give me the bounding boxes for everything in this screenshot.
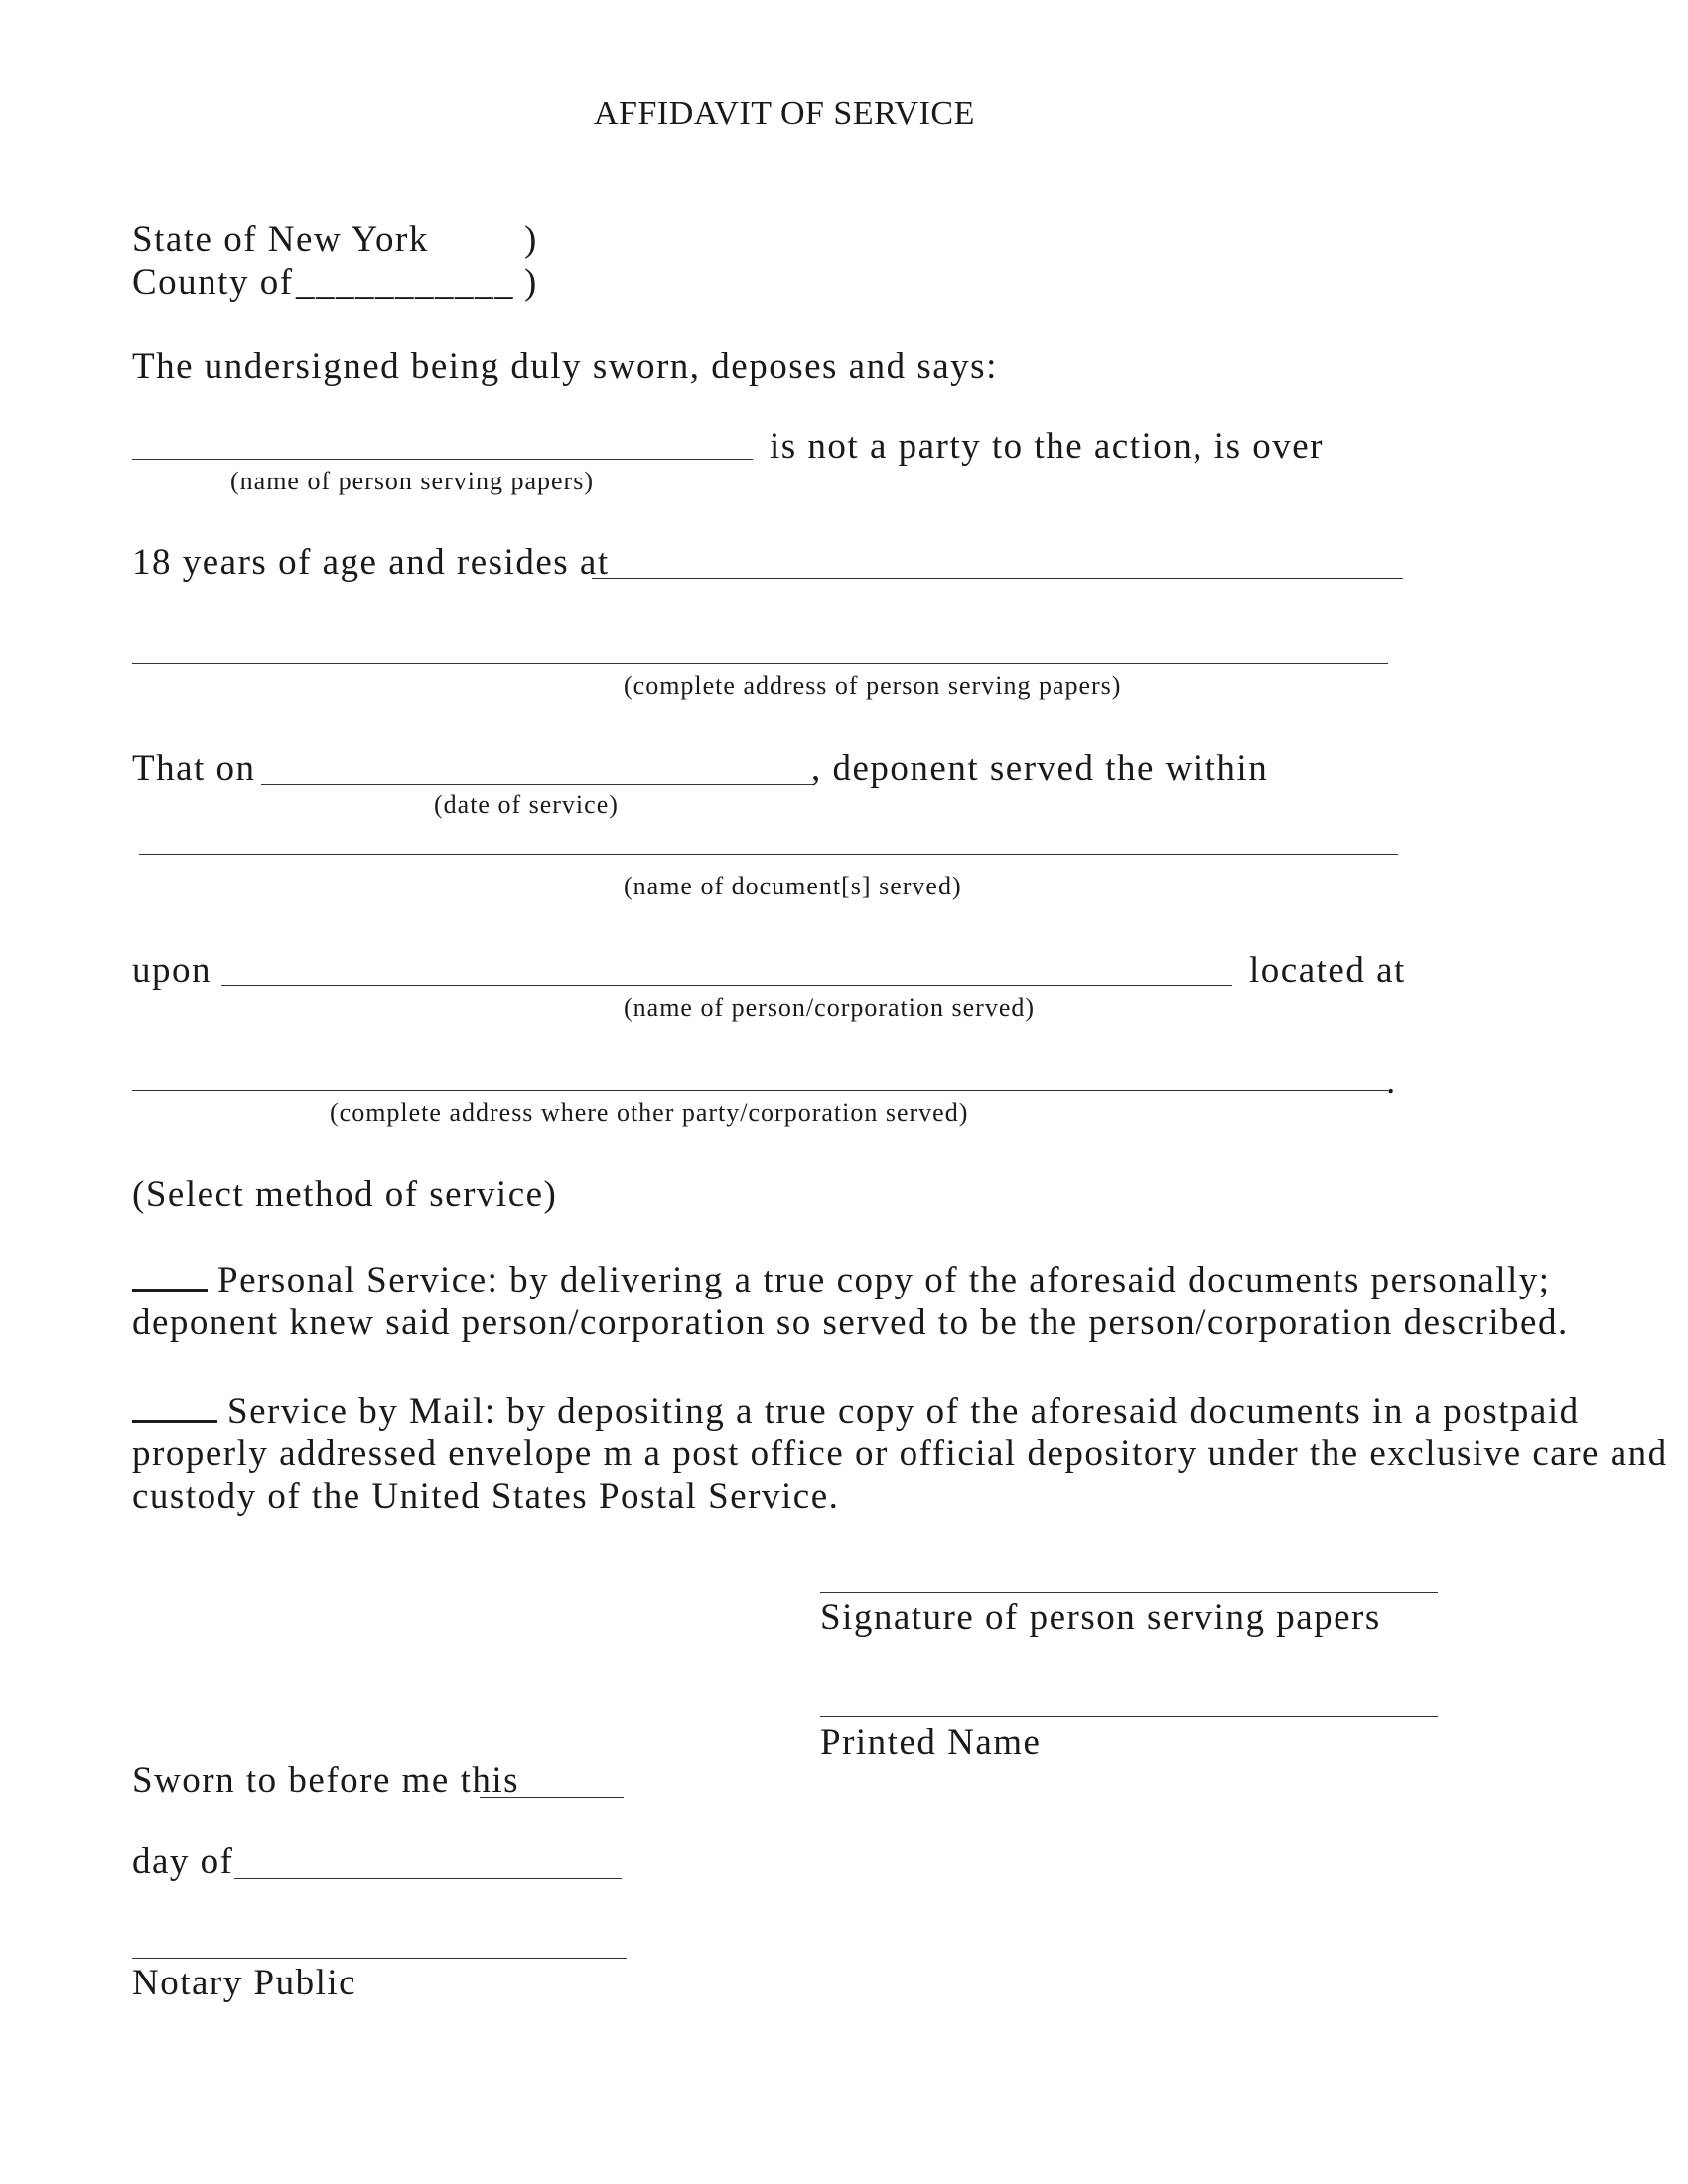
document-title: AFFIDAVIT OF SERVICE (594, 95, 975, 132)
server-statement: is not a party to the action, is over (770, 426, 1324, 467)
service-date-caption: (date of service) (434, 790, 619, 819)
residence-label: 18 years of age and resides at (132, 542, 610, 583)
documents-served-line[interactable] (139, 854, 1398, 855)
residence-line[interactable] (592, 578, 1403, 579)
served-address-line[interactable] (132, 1090, 1388, 1091)
mail-service-option (132, 1390, 1681, 1518)
state-label: State of New York (132, 219, 429, 260)
mail-service-checkbox-line[interactable] (132, 1420, 217, 1423)
personal-service-option (132, 1259, 1681, 1344)
day-of-line[interactable] (234, 1878, 622, 1879)
printed-name-label: Printed Name (820, 1722, 1042, 1763)
day-of-label: day of (132, 1842, 234, 1882)
service-date-prefix: That on (132, 749, 256, 789)
notary-signature-line[interactable] (132, 1958, 627, 1959)
served-party-suffix: located at (1249, 950, 1406, 991)
sworn-day-line[interactable] (480, 1797, 624, 1798)
documents-served-caption: (name of document[s] served) (624, 872, 962, 900)
personal-service-text: Personal Service: by delivering a true copy of the aforesaid documents personally; deponent knew said person/corporation so served to be the person/corporation described. (132, 1260, 1569, 1343)
venue-bracket-1: ) (524, 219, 538, 260)
venue-bracket-2: ) (524, 262, 538, 303)
personal-service-checkbox-line[interactable] (132, 1289, 208, 1292)
sworn-label: Sworn to before me this (132, 1760, 520, 1801)
server-name-line[interactable] (132, 459, 753, 460)
printed-name-line[interactable] (820, 1716, 1438, 1717)
service-date-suffix: , deponent served the within (811, 749, 1269, 789)
signature-label: Signature of person serving papers (820, 1597, 1381, 1638)
service-date-line[interactable] (261, 784, 815, 785)
residence-address-line[interactable] (132, 663, 1388, 664)
served-party-caption: (name of person/corporation served) (624, 993, 1036, 1022)
signature-line[interactable] (820, 1592, 1438, 1593)
intro-statement: The undersigned being duly sworn, deposes and says: (132, 346, 998, 387)
county-label: County of (132, 262, 294, 303)
server-name-caption: (name of person serving papers) (230, 467, 594, 495)
served-address-period: . (1386, 1061, 1397, 1102)
served-party-line[interactable] (221, 985, 1232, 986)
notary-public-label: Notary Public (132, 1963, 357, 2003)
method-heading: (Select method of service) (132, 1174, 558, 1215)
served-address-caption: (complete address where other party/corporation served) (330, 1098, 969, 1127)
residence-caption: (complete address of person serving papers) (624, 671, 1122, 700)
mail-service-text: Service by Mail: by depositing a true copy of the aforesaid documents in a postpaid properly addressed envelope m a post office or official depository under the exclusive care and custody of the United States Postal Service. (132, 1391, 1668, 1517)
county-blank-field[interactable]: ___________ (296, 262, 514, 303)
served-party-prefix: upon (132, 950, 211, 991)
